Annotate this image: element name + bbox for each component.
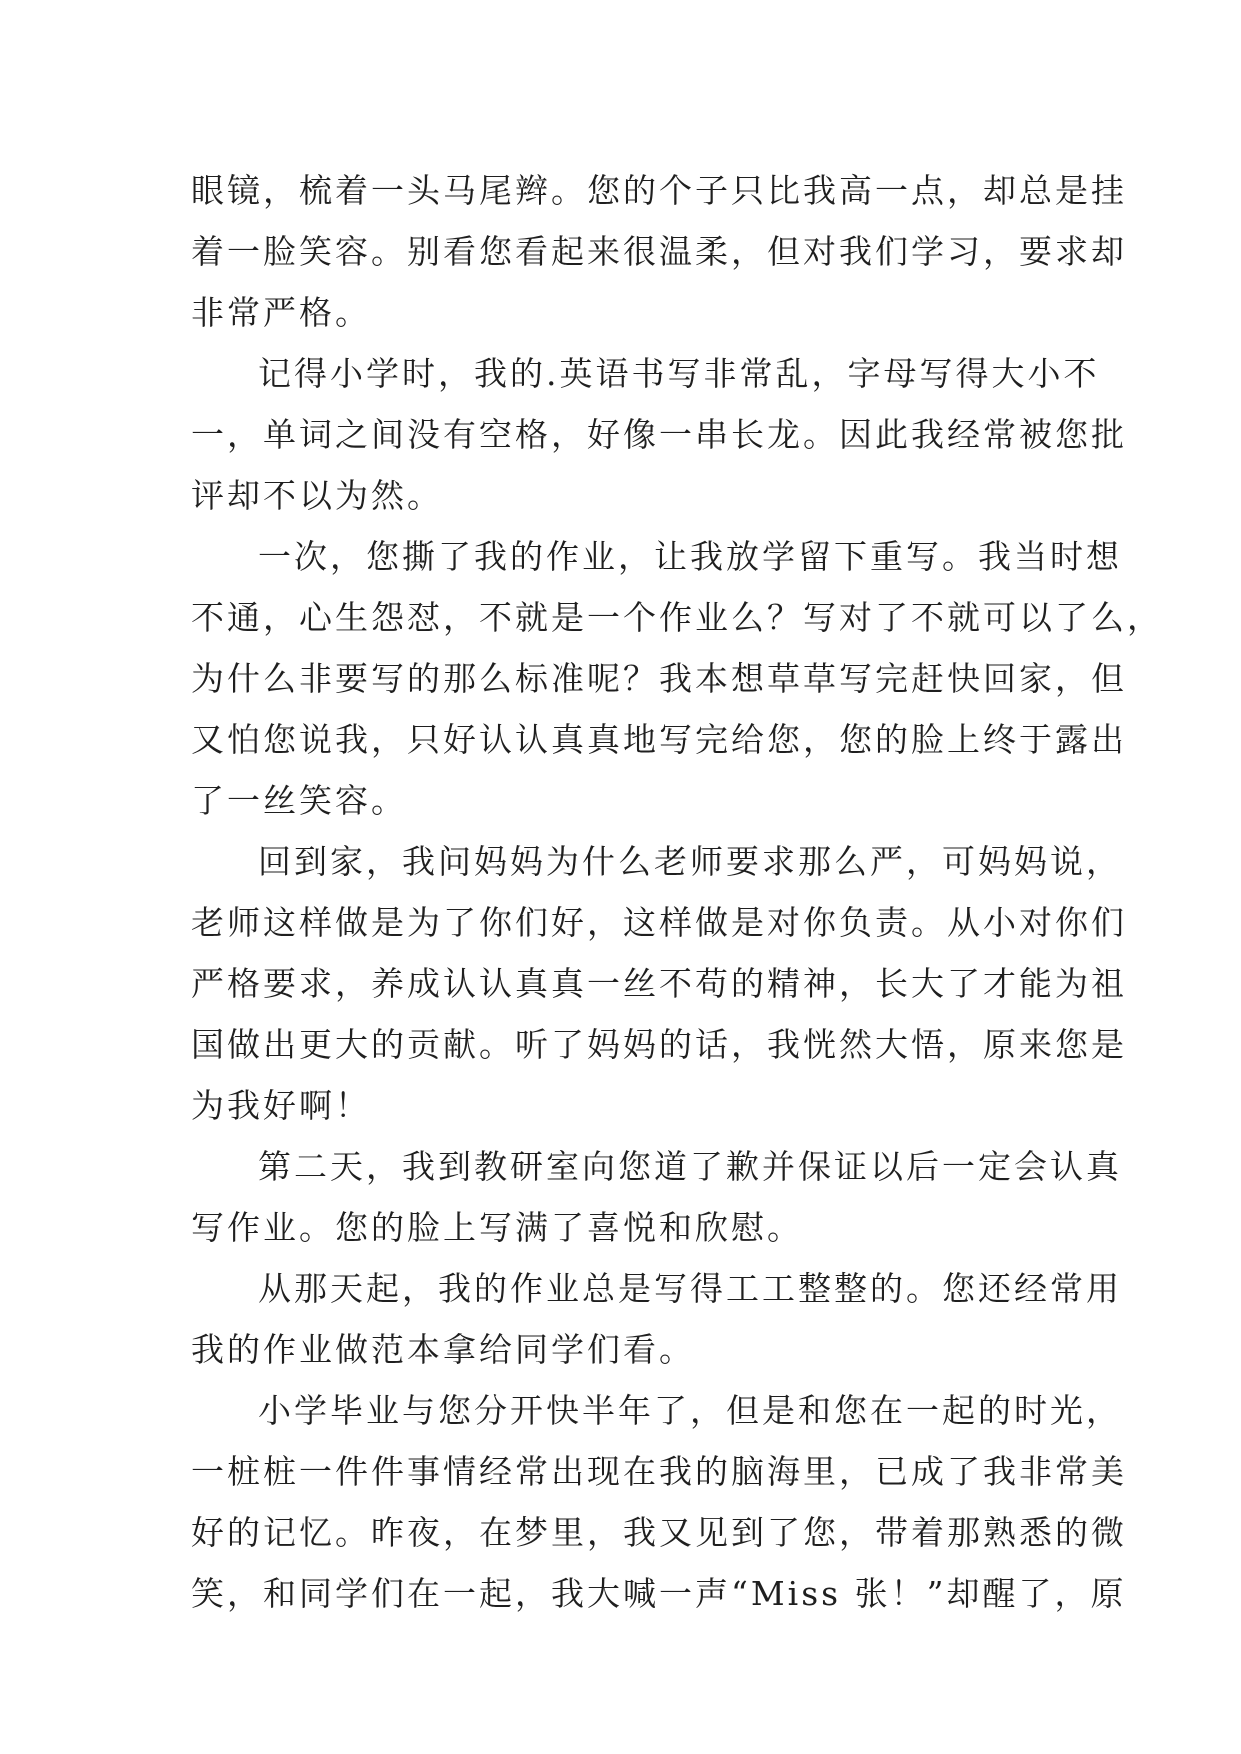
text-line: 又怕您说我，只好认认真真地写完给您，您的脸上终于露出 — [191, 720, 1127, 759]
text-line: 不通，心生怨怼，不就是一个作业么？写对了不就可以了么， — [191, 598, 1163, 637]
text-line: 一桩桩一件件事情经常出现在我的脑海里，已成了我非常美 — [191, 1452, 1127, 1491]
text-line: 小学毕业与您分开快半年了，但是和您在一起的时光， — [258, 1391, 1122, 1430]
text-line: 严格要求，养成认认真真一丝不苟的精神，长大了才能为祖 — [191, 964, 1127, 1003]
text-line: 眼镜，梳着一头马尾辫。您的个子只比我高一点，却总是挂 — [191, 171, 1127, 210]
text-line: 笑，和同学们在一起，我大喊一声“Miss 张！”却醒了，原 — [191, 1574, 1127, 1613]
text-line: 评却不以为然。 — [191, 476, 443, 515]
text-line: 一次，您撕了我的作业，让我放学留下重写。我当时想 — [258, 537, 1122, 576]
text-line: 写作业。您的脸上写满了喜悦和欣慰。 — [191, 1208, 803, 1247]
text-line: 一，单词之间没有空格，好像一串长龙。因此我经常被您批 — [191, 415, 1127, 454]
text-line: 回到家，我问妈妈为什么老师要求那么严，可妈妈说， — [258, 842, 1122, 881]
text-line: 国做出更大的贡献。听了妈妈的话，我恍然大悟，原来您是 — [191, 1025, 1127, 1064]
text-line: 了一丝笑容。 — [191, 781, 407, 820]
text-line: 记得小学时，我的.英语书写非常乱，字母写得大小不 — [258, 354, 1100, 393]
text-line: 着一脸笑容。别看您看起来很温柔，但对我们学习，要求却 — [191, 232, 1127, 271]
text-line: 好的记忆。昨夜，在梦里，我又见到了您，带着那熟悉的微 — [191, 1513, 1127, 1552]
text-line: 老师这样做是为了你们好，这样做是对你负责。从小对你们 — [191, 903, 1127, 942]
text-line: 第二天，我到教研室向您道了歉并保证以后一定会认真 — [258, 1147, 1122, 1186]
text-line: 为我好啊！ — [191, 1086, 371, 1125]
document-body — [191, 160, 1163, 1624]
text-line: 非常严格。 — [191, 293, 371, 332]
text-line: 为什么非要写的那么标准呢？我本想草草写完赶快回家，但 — [191, 659, 1127, 698]
text-line: 从那天起，我的作业总是写得工工整整的。您还经常用 — [258, 1269, 1122, 1308]
text-line: 我的作业做范本拿给同学们看。 — [191, 1330, 695, 1369]
